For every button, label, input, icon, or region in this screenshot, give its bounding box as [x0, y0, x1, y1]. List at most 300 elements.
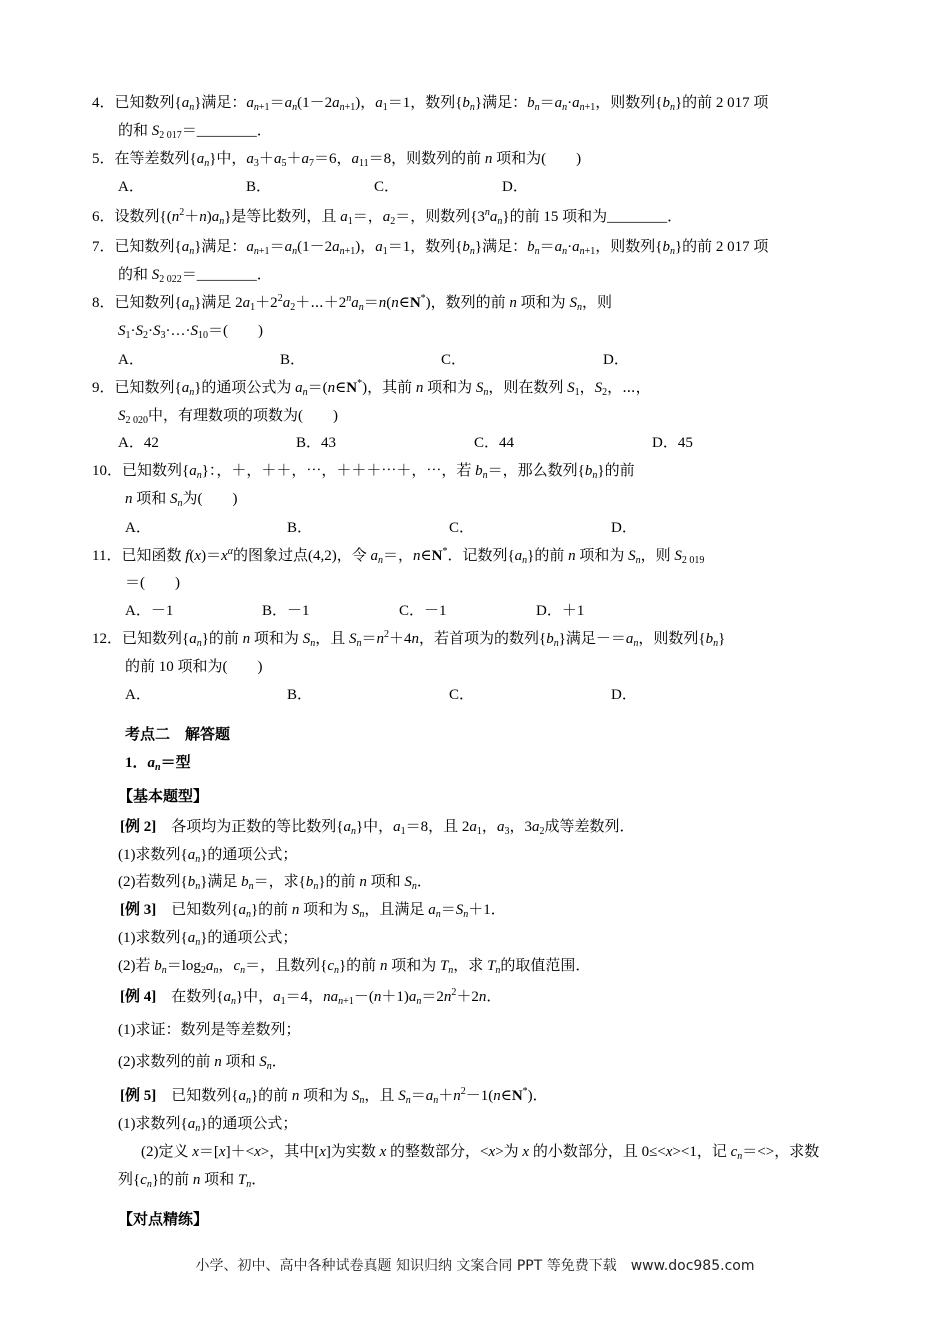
text-run: (1)求证：数列是等差数列； — [118, 1022, 301, 1038]
text-run: ＝ — [539, 239, 555, 255]
option-a: A．－1 — [125, 603, 174, 619]
text-run: ． — [271, 1054, 287, 1070]
text-run: 已知数列{ — [171, 1088, 239, 1104]
text-run: a — [332, 239, 340, 255]
text-run: c — [730, 1144, 738, 1160]
text-run: －( — [353, 989, 374, 1005]
text-run: f — [185, 548, 190, 564]
text-run: }的通项公式； — [200, 847, 298, 863]
text-run: }满足 2 — [194, 295, 243, 311]
text-run: 的整数部分，< — [386, 1144, 489, 1160]
text-run: ＋2 — [255, 295, 278, 311]
text-run: 的图象过点(4,2)，令 — [232, 548, 371, 564]
text-run: ，若首项为的数列{ — [418, 631, 547, 647]
text-run: n — [482, 470, 488, 481]
text-run: }的前 15 项和为________． — [502, 209, 683, 225]
text-run: n — [171, 209, 180, 225]
text-run: ＝<>，求数 — [742, 1144, 820, 1160]
text-run: ＝ — [363, 295, 379, 311]
text-run: n — [443, 989, 452, 1005]
text-run: n — [359, 909, 365, 920]
text-run: n — [161, 965, 167, 976]
text-run: a — [382, 209, 391, 225]
text-run: ＋ — [184, 209, 200, 225]
text-run: a — [469, 819, 477, 835]
text-run: n — [240, 965, 246, 976]
text-run: 1 — [476, 826, 482, 837]
text-run: 已知数列{ — [114, 95, 182, 111]
text-run: n — [266, 1061, 272, 1072]
text-run: n — [219, 216, 225, 227]
text-run: n — [415, 380, 424, 396]
option-a: A．42 — [118, 435, 159, 451]
text-run: )，数列的前 — [425, 295, 510, 311]
text-run: 已知数列{ — [114, 239, 182, 255]
text-run: n — [292, 246, 298, 257]
example-4-line-1 — [120, 987, 501, 1007]
text-run: c — [327, 958, 334, 974]
text-run: 1 — [382, 246, 388, 257]
question-8-line-2 — [118, 321, 263, 341]
text-run: x — [221, 548, 228, 564]
text-run: }的前 2 017 项 — [674, 239, 769, 255]
text-run: 2 — [200, 965, 206, 976]
text-run: S — [118, 408, 126, 424]
text-run: ＝， — [352, 209, 383, 225]
text-run: 项和为 — [299, 1088, 352, 1104]
text-run: ，则数列{ — [595, 95, 663, 111]
text-run: ＝8，且 2 — [405, 819, 470, 835]
text-run: b — [154, 958, 162, 974]
option-c: C． — [374, 179, 400, 195]
text-run: S — [118, 323, 126, 339]
question-7-line-1 — [92, 237, 768, 257]
text-run: }的前 — [527, 548, 569, 564]
text-run: n — [339, 102, 345, 113]
question-number: 10． — [92, 463, 123, 479]
text-run: · — [130, 323, 136, 339]
text-run: ><1，记 — [672, 1144, 731, 1160]
text-run: n — [292, 102, 298, 113]
text-run: S — [594, 380, 603, 396]
text-run: n — [435, 909, 441, 920]
text-run: a — [489, 209, 498, 225]
text-run: }：，＋，＋＋，⋯，＋＋＋⋯＋，⋯，若 — [201, 463, 476, 479]
text-run: a — [181, 239, 190, 255]
text-run: b — [527, 239, 535, 255]
footer-banner: 小学、初中、高中各种试卷真题 知识归纳 文案合同 PPT 等免费下载 www.doc985.com — [195, 1258, 755, 1274]
text-run: n — [579, 102, 585, 113]
text-run: 的小数部分，且 0≤< — [529, 1144, 666, 1160]
text-run: na — [323, 989, 339, 1005]
question-number: 8． — [92, 295, 115, 311]
example-text — [171, 819, 634, 835]
text-run: 1 — [400, 826, 406, 837]
question-number: 11． — [92, 548, 122, 564]
text-run: 的和 — [118, 123, 152, 139]
text-run: b — [662, 239, 670, 255]
text-run: n — [411, 631, 419, 647]
text-run: ＝，且数列{ — [245, 958, 328, 974]
text-run: S — [351, 1088, 360, 1104]
option-a: A． — [125, 687, 151, 703]
text-run: ＝4， — [285, 989, 324, 1005]
text-run: ＝2 — [421, 989, 444, 1005]
text-run: n — [509, 295, 517, 311]
text-run: n — [483, 387, 489, 398]
question-4-line-1 — [92, 93, 768, 113]
text-run: a — [238, 1088, 246, 1104]
text-run: 已知数列{ — [122, 463, 190, 479]
question-11-line-2 — [125, 573, 180, 593]
basic-heading: 【基本题型】 — [118, 789, 209, 805]
subsection-title — [125, 753, 191, 773]
text-run: x — [192, 1144, 199, 1160]
text-run: }的通项公式； — [200, 1116, 298, 1132]
text-run: a — [370, 548, 378, 564]
question-text — [121, 548, 704, 564]
option-b: B．43 — [296, 435, 337, 451]
text-run: ·…· — [165, 323, 191, 339]
text-run: a — [554, 95, 563, 111]
option-b: B． — [280, 352, 306, 368]
question-text — [122, 463, 635, 479]
text-run: +1 — [258, 102, 270, 113]
text-run: x — [379, 1144, 387, 1160]
text-run: 2 — [179, 207, 185, 218]
text-run: ， — [481, 819, 497, 835]
text-run: n — [635, 555, 641, 566]
text-run: n — [669, 246, 675, 257]
text-run: a — [375, 239, 383, 255]
text-run: 的取值范围． — [500, 958, 591, 974]
text-run: n — [522, 555, 528, 566]
text-run: ，⋯， — [607, 380, 651, 396]
text-run: a — [295, 380, 303, 396]
text-run: ，则数列{ — [595, 239, 663, 255]
text-run: n — [242, 631, 251, 647]
text-run: S — [628, 548, 636, 564]
text-run: }中， — [209, 151, 247, 167]
text-run: (2)若数列{ — [118, 874, 188, 890]
text-run: 列{ — [118, 1172, 141, 1188]
text-run: n — [416, 996, 422, 1007]
example-5-line-1 — [120, 1086, 548, 1106]
text-run: )， — [355, 239, 376, 255]
text-run: n — [253, 246, 259, 257]
text-run: －1( — [465, 1088, 494, 1104]
text-run: 项和为 — [387, 958, 440, 974]
text-run: ＝8，则数列的前 — [368, 151, 485, 167]
text-run: b — [662, 95, 670, 111]
option-b: B． — [287, 687, 313, 703]
text-run: a — [205, 958, 214, 974]
text-run: n — [189, 302, 195, 313]
text-run: n — [310, 638, 316, 649]
text-run: n — [378, 295, 387, 311]
text-run: )． — [527, 1088, 548, 1104]
question-number: 6． — [92, 209, 115, 225]
example-label: [例 5] — [120, 1088, 157, 1104]
text-run: n — [359, 874, 367, 890]
text-run: 项和 — [132, 491, 171, 507]
text-run: ＝ — [410, 1088, 426, 1104]
text-run: a — [425, 1088, 434, 1104]
text-run: * — [420, 293, 426, 304]
text-run: ，且 — [364, 1088, 399, 1104]
text-run: >为 — [495, 1144, 523, 1160]
text-run: S — [135, 323, 143, 339]
text-run: ∈ — [500, 1088, 512, 1104]
text-run: 项和 — [366, 874, 405, 890]
question-number: 4． — [92, 95, 115, 111]
text-run: a — [181, 380, 190, 396]
text-run: ＝6， — [313, 151, 352, 167]
text-run: n — [553, 638, 559, 649]
text-run: a — [238, 902, 246, 918]
text-run: }满足： — [474, 239, 528, 255]
text-run: }的前 — [250, 902, 292, 918]
text-run: a — [343, 819, 351, 835]
text-run: n — [562, 246, 568, 257]
text-run: n — [633, 638, 639, 649]
question-10-line-1 — [92, 461, 635, 481]
text-run: n — [253, 102, 259, 113]
text-run: 已知数列{ — [171, 902, 239, 918]
text-run: n — [484, 151, 493, 167]
text-run: n — [737, 1151, 743, 1162]
text-run: a — [572, 95, 580, 111]
text-run: ，且满足 — [364, 902, 429, 918]
text-run: x — [665, 1144, 673, 1160]
text-run: a — [531, 819, 540, 835]
example-label: [例 2] — [120, 819, 157, 835]
text-run: ＝，求{ — [253, 874, 306, 890]
text-run: ＋ — [258, 151, 274, 167]
text-run: (2)若 — [118, 958, 155, 974]
option-a: A． — [118, 352, 144, 368]
question-number: 5． — [92, 151, 115, 167]
text-run: 各项均为正数的等比数列{ — [171, 819, 344, 835]
option-b: B． — [287, 520, 313, 536]
text-run: ( — [189, 548, 195, 564]
text-run: 已知数列{ — [122, 631, 190, 647]
text-run: a — [514, 548, 523, 564]
text-run: b — [187, 874, 196, 890]
question-12-line-1 — [92, 629, 725, 649]
text-run: ＋4 — [388, 631, 412, 647]
text-run: S — [398, 1088, 406, 1104]
text-run: ＝( — [307, 380, 328, 396]
text-run: · — [148, 323, 153, 339]
text-run: · — [567, 95, 573, 111]
option-c: C．－1 — [399, 603, 447, 619]
text-run: n — [346, 293, 352, 304]
text-run: n — [534, 102, 540, 113]
text-run: ∈ — [420, 548, 432, 564]
text-run: n — [291, 1088, 300, 1104]
text-run: ＝________． — [181, 123, 272, 139]
text-run: n — [534, 246, 540, 257]
text-run: 1 — [347, 216, 353, 227]
text-run: ，则数列{ — [638, 631, 706, 647]
option-d: D． — [603, 352, 629, 368]
text-run: 2 — [602, 387, 608, 398]
text-run: ]＋< — [225, 1144, 255, 1160]
text-run: ＋2 — [456, 989, 479, 1005]
text-run: }的通项公式； — [200, 930, 298, 946]
text-run: ． — [416, 874, 432, 890]
text-run: * — [442, 546, 448, 557]
text-run: }满足： — [194, 239, 247, 255]
text-run: 5 — [281, 158, 287, 169]
text-run: a — [223, 989, 231, 1005]
text-run: }中， — [235, 989, 274, 1005]
text-run: n — [195, 881, 201, 892]
text-run: 的和 — [118, 267, 152, 283]
text-run: a — [242, 295, 251, 311]
text-run: b — [305, 874, 314, 890]
text-run: a — [393, 819, 401, 835]
text-run: n — [189, 102, 195, 113]
question-text — [115, 209, 683, 225]
text-run: 1 — [250, 302, 256, 313]
text-run: ，3 — [509, 819, 532, 835]
text-run: a — [408, 989, 417, 1005]
text-run: * — [522, 1086, 528, 1097]
text-run: 中，有理数项的项数为( ) — [148, 408, 338, 424]
text-run: ) — [206, 209, 212, 225]
text-run: x — [488, 1144, 496, 1160]
text-run: }满足： — [194, 95, 247, 111]
example-text — [171, 902, 505, 918]
text-run: a — [625, 631, 634, 647]
practice-heading: 【对点精练】 — [118, 1212, 209, 1228]
text-run: a — [187, 847, 196, 863]
text-run: }满足： — [474, 95, 528, 111]
text-run: n — [562, 102, 568, 113]
text-run: S — [170, 491, 178, 507]
text-run: S — [302, 631, 311, 647]
text-run: n — [339, 246, 345, 257]
option-d: D． — [611, 520, 637, 536]
text-run: n — [568, 548, 576, 564]
example-3-part-2 — [118, 956, 590, 976]
question-text — [115, 95, 769, 111]
text-run: a — [301, 151, 309, 167]
text-run: 设数列{( — [114, 209, 172, 225]
text-run: ＋1) — [381, 989, 409, 1005]
text-run: a — [147, 755, 156, 771]
text-run: 成等差数列． — [544, 819, 635, 835]
example-4-part-2 — [118, 1052, 287, 1072]
text-run: 1 — [280, 996, 286, 1007]
text-run: n — [497, 216, 503, 227]
text-run: 2 — [451, 987, 457, 998]
text-run: 2 — [390, 216, 396, 227]
text-run: 1 — [574, 387, 580, 398]
text-run: ∈ — [335, 380, 347, 396]
text-run: n — [155, 762, 161, 773]
text-run: ＝log — [166, 958, 201, 974]
text-run: ＝ — [269, 239, 285, 255]
text-run: a — [189, 463, 197, 479]
text-run: * — [357, 378, 363, 389]
text-run: n — [248, 881, 254, 892]
text-run: ，求 — [453, 958, 488, 974]
option-c: C． — [449, 687, 475, 703]
text-run: c — [140, 1172, 147, 1188]
text-run: 2 — [290, 302, 296, 313]
text-run: 已知数列{ — [114, 295, 182, 311]
text-run: 2 — [383, 629, 389, 640]
text-run: )， — [355, 95, 376, 111]
text-run: a — [428, 902, 436, 918]
text-run: ，且 — [315, 631, 349, 647]
text-run: (1)求数列{ — [118, 1116, 188, 1132]
text-run: 2 017 — [159, 130, 182, 141]
text-run: 项和为 — [516, 295, 570, 311]
text-run: +1 — [344, 102, 356, 113]
text-run: a — [332, 95, 340, 111]
text-run: a — [284, 95, 293, 111]
text-run: n — [189, 387, 195, 398]
text-run: a — [572, 239, 580, 255]
text-run: n — [377, 555, 383, 566]
text-run: 3 — [160, 330, 166, 341]
example-text — [171, 1088, 547, 1104]
text-run: T — [487, 958, 496, 974]
text-run: ＝________． — [181, 267, 272, 283]
section-title: 考点二 解答题 — [125, 727, 231, 743]
text-run: +1 — [584, 246, 596, 257]
text-run: n — [196, 470, 202, 481]
text-run: }的前 — [250, 1088, 292, 1104]
text-run: } — [718, 631, 726, 647]
text-run: n — [195, 937, 201, 948]
text-run: n — [204, 158, 210, 169]
text-run: 的前 10 项和为( ) — [125, 659, 263, 675]
text-run: N — [431, 548, 443, 564]
example-label: [例 4] — [120, 989, 157, 1005]
text-run: n — [495, 965, 501, 976]
text-run: n — [189, 246, 195, 257]
text-run: 2 — [277, 293, 283, 304]
text-run: S — [151, 267, 160, 283]
question-7-line-2 — [118, 265, 272, 285]
text-run: n — [177, 498, 183, 509]
text-run: n — [192, 1172, 201, 1188]
text-run: n — [413, 548, 421, 564]
question-6-line-1 — [92, 207, 682, 227]
text-run: x — [218, 1144, 226, 1160]
question-text — [115, 295, 612, 311]
text-run: n — [213, 965, 219, 976]
text-run: a — [554, 239, 563, 255]
text-run: n — [463, 909, 469, 920]
text-run: (2)求数列的前 — [118, 1054, 215, 1070]
option-c: C．44 — [474, 435, 515, 451]
example-2-part-2 — [118, 872, 432, 892]
text-run: ＝，则数列{3 — [395, 209, 485, 225]
text-run: n — [356, 638, 362, 649]
text-run: a — [351, 295, 359, 311]
option-a: A． — [118, 179, 144, 195]
text-run: a — [187, 1116, 196, 1132]
text-run: }的通项公式为 — [194, 380, 296, 396]
text-run: }的前 — [597, 463, 635, 479]
text-run: ，则 — [581, 295, 612, 311]
